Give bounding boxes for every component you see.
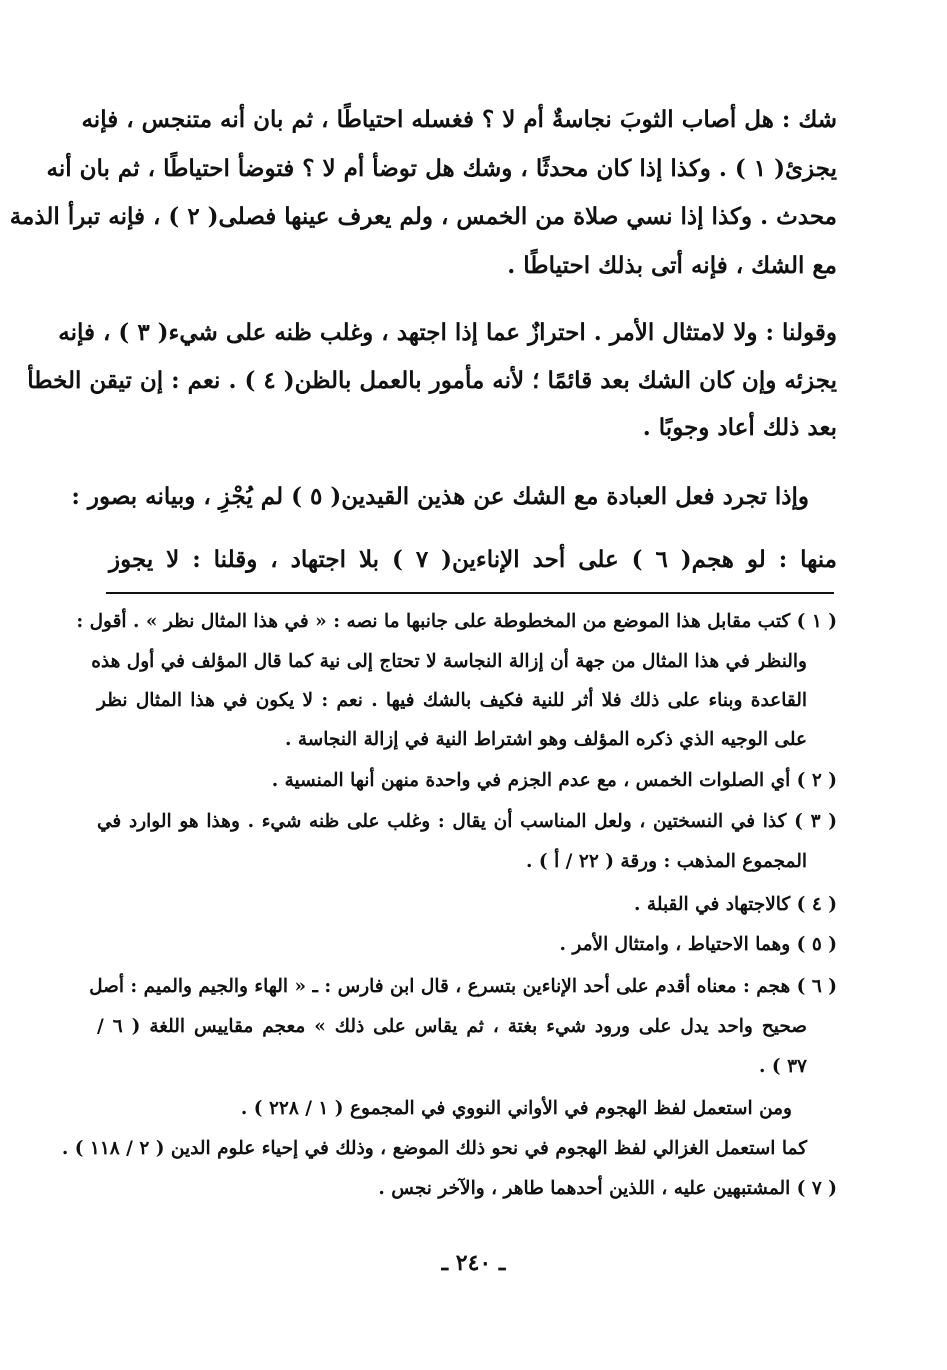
body-line: يجزئه وإن كان الشك بعد قائمًا ؛ لأنه مأمور بالعمل بالظن( ٤ ) . نعم : إن تيقن الخطأ	[27, 367, 837, 394]
footnote-line: على الوجيه الذي ذكره المؤلف وهو اشتراط النية في إزالة النجاسة .	[284, 729, 807, 750]
body-line: وقولنا : ولا لامتثال الأمر . احترازٌ عما إذا اجتهد ، وغلب ظنه على شيء( ٣ ) ، فإنه	[58, 319, 837, 346]
body-line: يجزئ( ١ ) . وكذا إذا كان محدثًا ، وشك هل توضأ أم لا ؟ فتوضأ احتياطًا ، ثم بان أنه	[46, 155, 837, 182]
footnote-line: ( ٥ ) وهما الاحتياط ، وامتثال الأمر .	[559, 934, 837, 955]
body-line: محدث . وكذا إذا نسي صلاة من الخمس ، ولم يعرف عينها فصلى( ٢ ) ، فإنه تبرأ الذمة	[9, 203, 837, 230]
footnote-line: المجموع المذهب : ورقة ( ٢٢ / أ ) .	[526, 851, 807, 872]
footnote-line: ٣٧ ) .	[759, 1056, 807, 1077]
body-line: شك : هل أصاب الثوبَ نجاسةٌ أم لا ؟ فغسله احتياطًا ، ثم بان أنه متنجس ، فإنه	[81, 106, 837, 133]
footnote-line: ( ٢ ) أي الصلوات الخمس ، مع عدم الجزم في واحدة منهن أنها المنسية .	[271, 770, 837, 791]
footnote-line: القاعدة وبناء على ذلك فلا أثر للنية فكيف بالشك فيها . نعم : لا يكون في هذا المثال نظر	[97, 690, 807, 711]
footnote-line: ( ٧ ) المشتبهين عليه ، اللذين أحدهما طاهر ، والآخر نجس .	[378, 1178, 837, 1199]
footnote-line: ( ٣ ) كذا في النسختين ، ولعل المناسب أن يقال : وغلب على ظنه شيء . وهذا هو الوارد في	[97, 811, 837, 832]
body-line: بعد ذلك أعاد وجوبًا .	[642, 414, 837, 441]
body-line: منها : لو هجم( ٦ ) على أحد الإناءين( ٧ ) بلا اجتهاد ، وقلنا : لا يجوز	[109, 546, 837, 573]
footnote-separator	[106, 592, 834, 594]
page-number: ـ ٢٤٠ ـ	[441, 1250, 506, 1276]
body-line: مع الشك ، فإنه أتى بذلك احتياطًا .	[507, 252, 837, 279]
footnote-line: ( ٦ ) هجم : معناه أقدم على أحد الإناءين بتسرع ، قال ابن فارس : ـ « الهاء والجيم والميم : أصل	[89, 976, 837, 997]
footnote-line: والنظر في هذا المثال من جهة أن إزالة النجاسة لا تحتاج إلى نية كما قال المؤلف في أول هذه	[91, 651, 807, 672]
footnote-line: ( ١ ) كتب مقابل هذا الموضع من المخطوطة على جانبها ما نصه : « في هذا المثال نظر » . أقول :	[76, 611, 837, 632]
footnote-line: ( ٤ ) كالاجتهاد في القبلة .	[634, 894, 837, 915]
footnote-line: صحيح واحد يدل على ورود شيء بغتة ، ثم يقاس على ذلك » معجم مقاييس اللغة ( ٦ /	[97, 1016, 807, 1037]
footnote-line: ومن استعمل لفظ الهجوم في الأواني النووي في المجموع ( ١ / ٢٢٨ ) .	[240, 1098, 792, 1119]
footnote-line: كما استعمل الغزالي لفظ الهجوم في نحو ذلك الموضع ، وذلك في إحياء علوم الدين ( ٢ / ١١٨ ) .	[61, 1138, 807, 1159]
body-line: وإذا تجرد فعل العبادة مع الشك عن هذين القيدين( ٥ ) لم يُجْزِ ، وبيانه بصور :	[71, 483, 809, 510]
